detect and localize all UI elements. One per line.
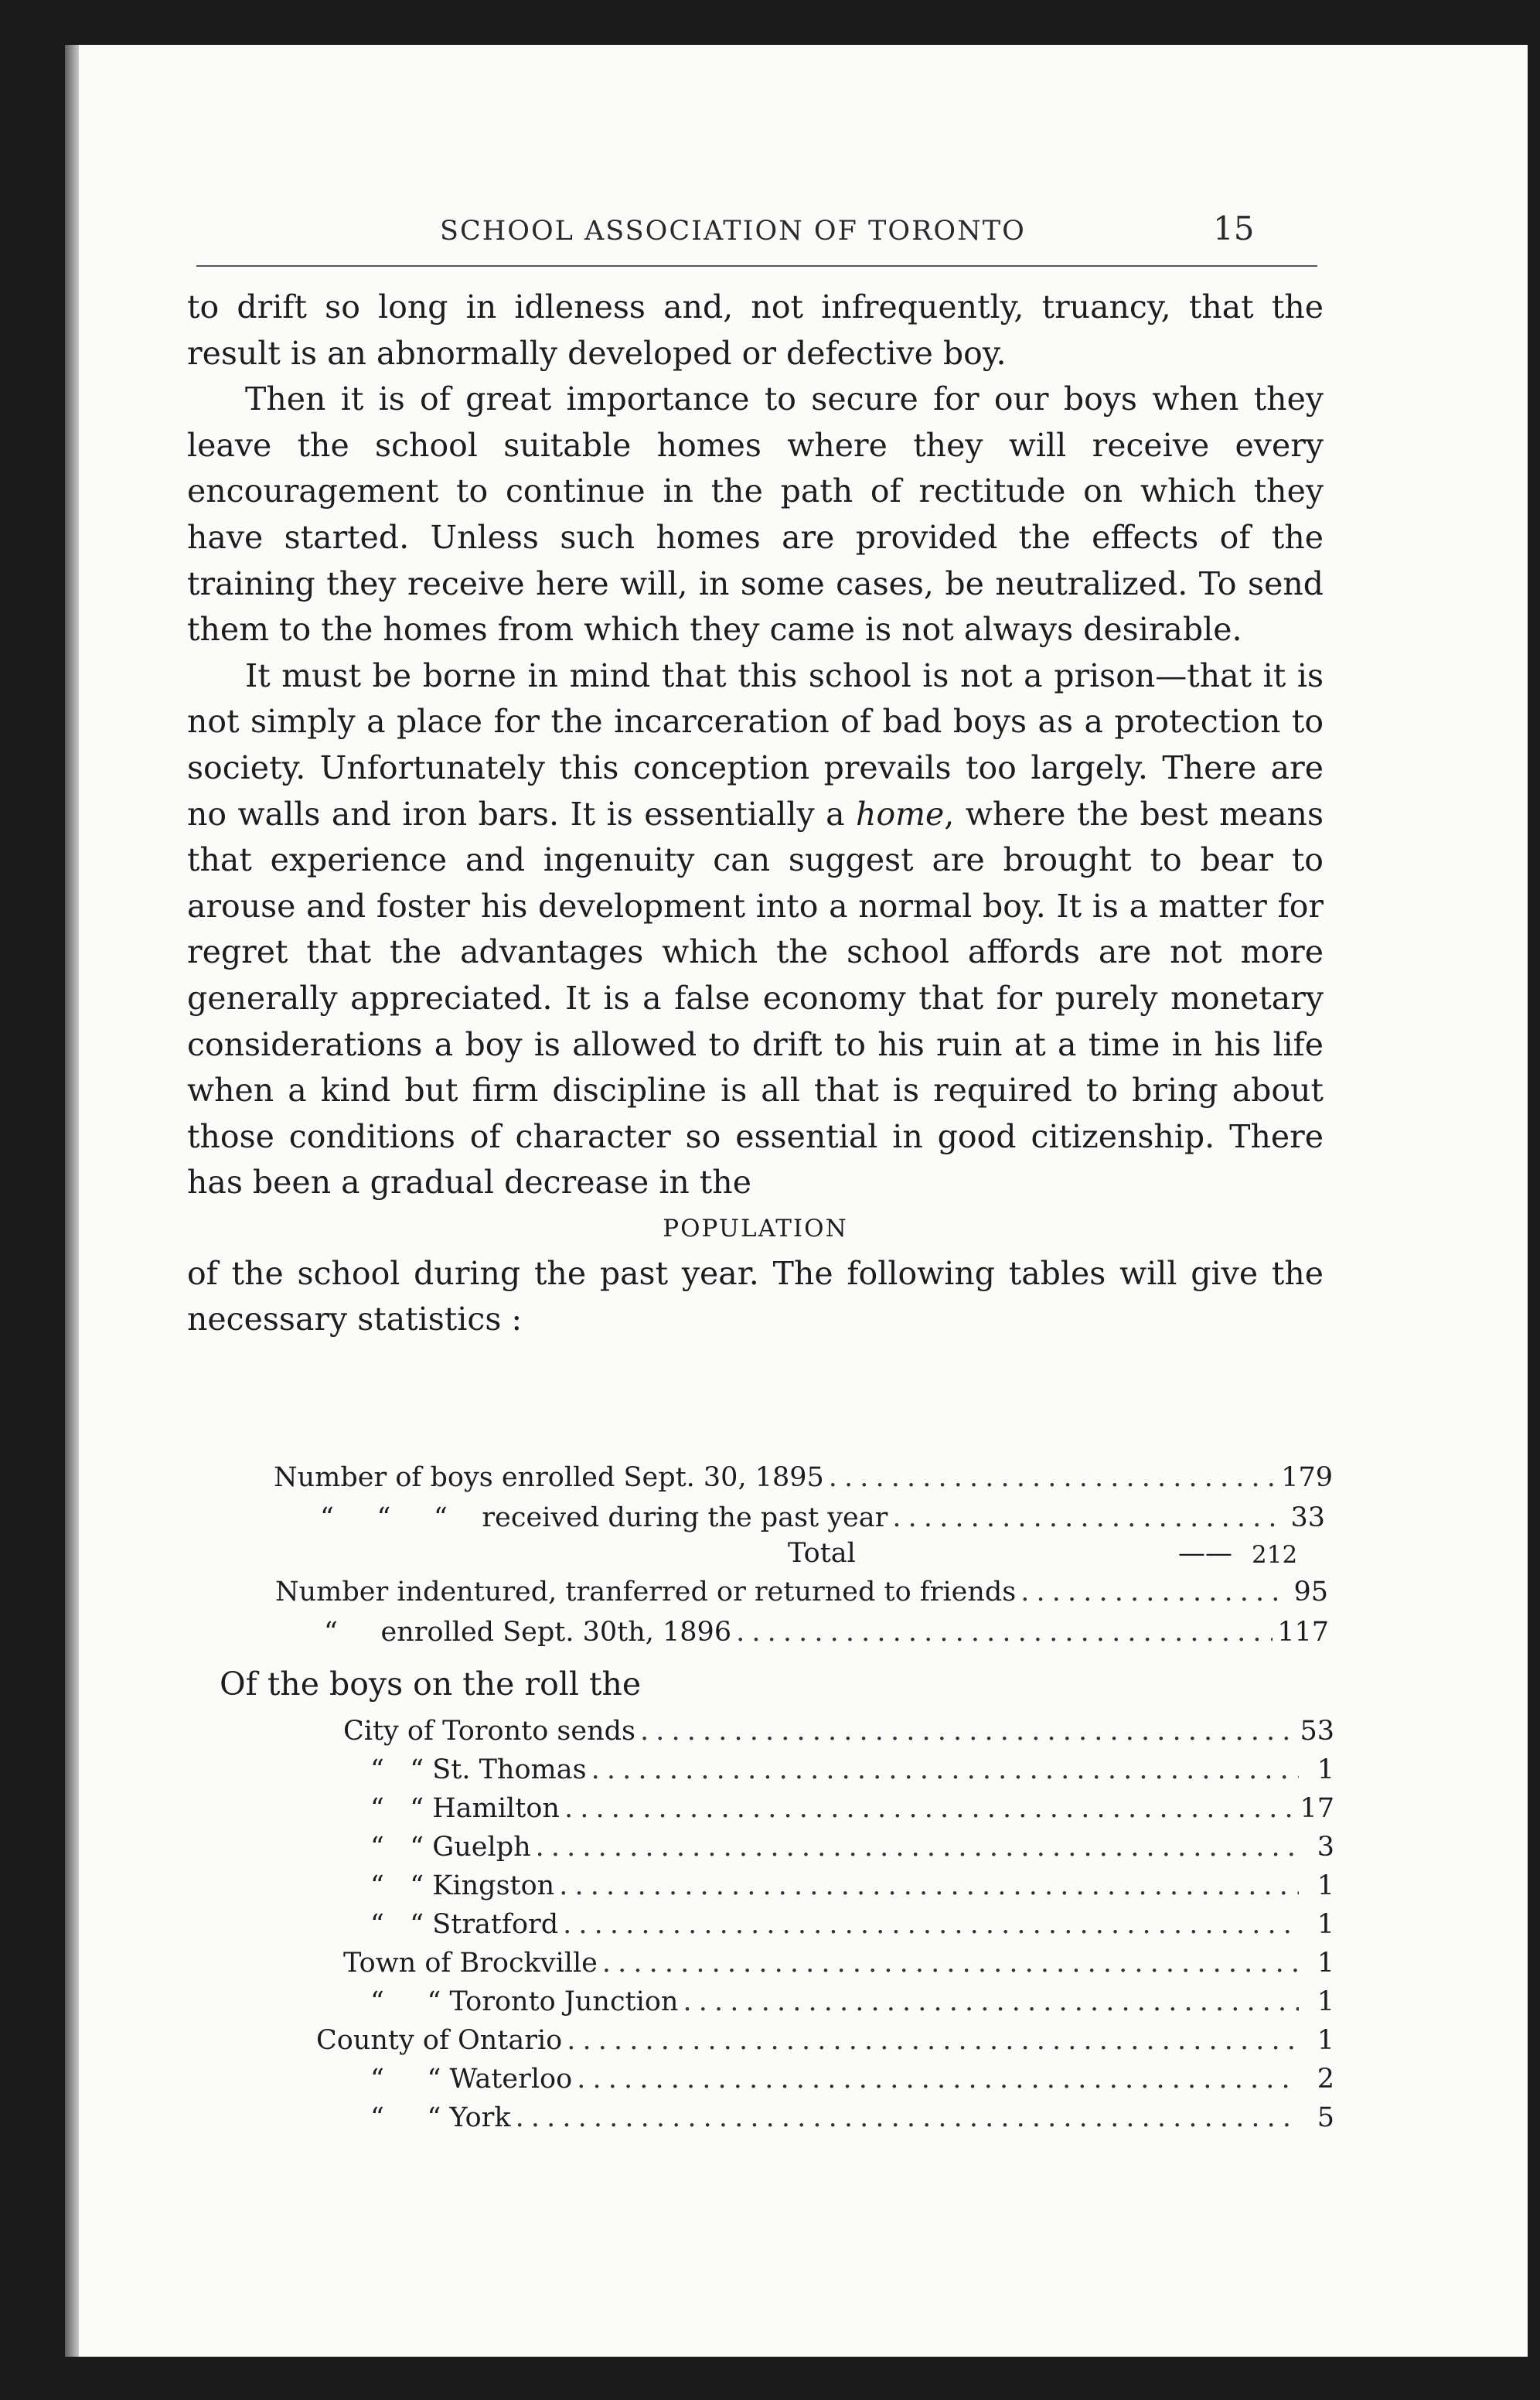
paragraph-3	[187, 653, 1324, 1206]
leader-dots	[591, 1752, 1299, 1788]
table-row	[343, 1945, 1334, 1981]
row-value: 1	[1317, 1870, 1334, 1901]
table-row	[343, 1713, 1334, 1749]
running-header-title: SCHOOL ASSOCIATION OF TORONTO	[440, 216, 1026, 247]
body-text	[187, 285, 1324, 1343]
paragraph-3-start: It must be borne in mind that this school is not a prison—that it is not simply a place for the incarceration of bad boys as a protection to society. Unfortunately this conception prevails too largely. There are no walls and iron bars. It is essentially a	[187, 656, 1324, 833]
leader-dots	[516, 2100, 1299, 2136]
header-rule	[196, 265, 1317, 267]
row-label: City of Toronto sends	[343, 1716, 635, 1747]
table-row	[370, 2061, 1334, 2097]
row-value: 95	[1293, 1577, 1328, 1607]
row-label: “ enrolled Sept. 30th, 1896	[324, 1617, 732, 1648]
row-label: Number of boys enrolled Sept. 30, 1895	[274, 1462, 824, 1493]
row-label: Town of Brockville	[343, 1948, 598, 1979]
row-value: 1	[1317, 1909, 1334, 1940]
row-value: 117	[1277, 1617, 1329, 1648]
row-value: 17	[1300, 1793, 1334, 1824]
row-value: 2	[1317, 2064, 1334, 2095]
section-heading-population: POPULATION	[663, 1214, 848, 1243]
row-label: “ “ Kingston	[370, 1870, 555, 1901]
row-label: “ “ Toronto Junction	[370, 1986, 679, 2017]
total-value: 212	[1252, 1541, 1298, 1569]
table-row	[370, 1907, 1334, 1942]
row-label: “ “ Guelph	[370, 1832, 531, 1863]
paragraph-2: Then it is of great importance to secure for our boys when they leave the school suitable homes where they will receive every encouragement to continue in the path of rectitude on which they have started. Unless such homes are provided the effects of the training they receive here will, in some cases, be neutralized. To send them to the homes from which they came is not always desirable.	[187, 380, 1324, 649]
row-value: 1	[1317, 1754, 1334, 1785]
leader-dots	[1020, 1574, 1289, 1610]
table-row	[320, 1500, 1325, 1536]
row-value: 3	[1317, 1832, 1334, 1863]
row-label: County of Ontario	[316, 2025, 563, 2056]
row-label: “ “ York	[370, 2102, 511, 2133]
table-row	[370, 1752, 1334, 1788]
leader-dots	[567, 2023, 1299, 2058]
table-row	[370, 1829, 1334, 1865]
row-label: “ “ Waterloo	[370, 2064, 573, 2095]
row-value: 1	[1317, 2025, 1334, 2056]
row-label: “ “ Hamilton	[370, 1793, 560, 1824]
book-page	[65, 45, 1528, 2357]
row-value: 33	[1290, 1502, 1325, 1533]
row-label: “ “ St. Thomas	[370, 1754, 587, 1785]
leader-dots	[640, 1713, 1295, 1749]
table-row	[316, 2023, 1334, 2058]
row-value: 1	[1317, 1986, 1334, 2017]
row-value: 53	[1300, 1716, 1334, 1747]
leader-dots	[577, 2061, 1299, 2097]
row-value: 5	[1317, 2102, 1334, 2133]
row-value: 1	[1317, 1948, 1334, 1979]
leader-dots	[736, 1614, 1273, 1650]
roll-intro: Of the boys on the roll the	[220, 1665, 642, 1703]
paragraph-3-end: , where the best means that experience and ingenuity can suggest are brought to bear to arouse and foster his development into a normal boy. It is a matter for regret that the advantages which the school affords are not more generally appreciated. It is a false economy that for purely monetary considerations a boy is allowed to drift to his ruin at a time in his life when a kind but firm discipline is all that is required to bring about those conditions of character so essential in good citizenship. There has been a gradual decrease in the	[187, 795, 1324, 1202]
paragraph-4: of the school during the past year. The following tables will give the necessary statistics :	[187, 1254, 1324, 1338]
total-dash: ——	[1178, 1538, 1232, 1569]
row-value: 179	[1281, 1462, 1333, 1493]
table-row	[324, 1614, 1329, 1650]
paragraph-1: to drift so long in idleness and, not infrequently, truancy, that the result is an abnormally developed or defective boy.	[187, 288, 1324, 372]
table-row	[275, 1574, 1328, 1610]
leader-dots	[602, 1945, 1299, 1981]
table-row	[370, 1984, 1334, 2020]
leader-dots	[683, 1984, 1299, 2020]
leader-dots	[892, 1500, 1286, 1536]
row-label: “ “ “ received during the past year	[320, 1502, 888, 1533]
total-label: Total	[788, 1538, 856, 1569]
leader-dots	[536, 1829, 1299, 1865]
running-header	[65, 203, 1528, 257]
page-number: 15	[1213, 210, 1255, 247]
leader-dots	[559, 1868, 1299, 1904]
table-row	[370, 1868, 1334, 1904]
leader-dots	[829, 1460, 1276, 1495]
page-spine-shadow	[65, 45, 79, 2357]
table-row	[274, 1460, 1333, 1495]
leader-dots	[563, 1907, 1299, 1942]
table-row	[370, 2100, 1334, 2136]
paragraph-3-italic-home: home	[856, 795, 945, 833]
leader-dots	[564, 1791, 1296, 1826]
row-label: Number indentured, tranferred or returned to friends	[275, 1577, 1017, 1607]
row-label: “ “ Stratford	[370, 1909, 559, 1940]
table-row	[370, 1791, 1334, 1826]
